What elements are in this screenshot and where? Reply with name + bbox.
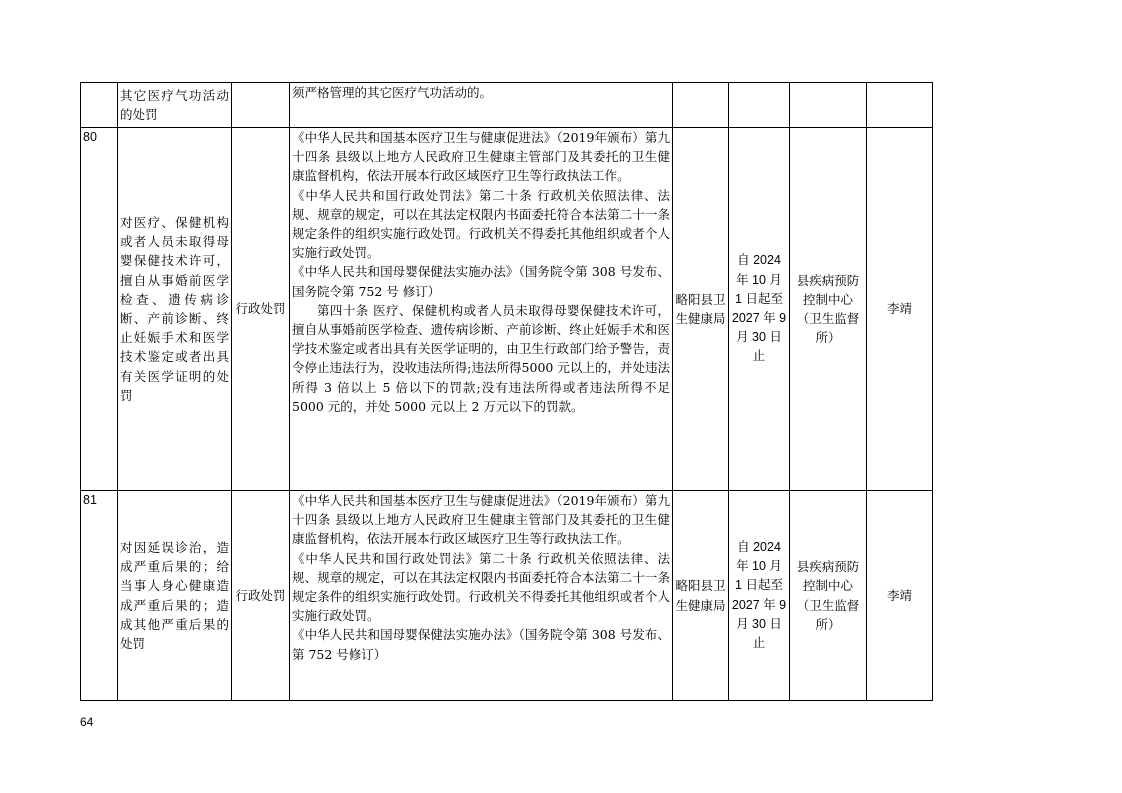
authorization-period: 自 2024 年 10 月 1 日起至 2027 年 9 月 30 日止: [729, 128, 790, 491]
basis-paragraph: 须严格管理的其它医疗气功活动的。: [292, 85, 493, 100]
basis-paragraph: 第四十条 医疗、保健机构或者人员未取得母婴保健技术许可，擅自从事婚前医学检查、遗传病诊断、产前诊断、终止妊娠手术和医学技术鉴定或者出具有关医学证明的，由卫生行政部门给予警告，责令停止违法行为，没收违法所得;违法所得5000 元以上的，并处违法所得 3 倍以上 5 倍以下的罚款;没有违法所得或者违法所得不足 5000 元的，并处 5000 元以上 2 万元以下的罚款。: [292, 302, 670, 414]
legal-basis: [290, 491, 673, 701]
legal-basis: [290, 83, 673, 128]
basis-paragraph: 《中华人民共和国基本医疗卫生与健康促进法》（2019年颁布）第九十四条 县级以上地方人民政府卫生健康主管部门及其委托的卫生健康监督机构，依法开展本行政区域医疗卫生等行政执法工作。: [292, 130, 670, 184]
basis-paragraph: 《中华人民共和国母婴保健法实施办法》（国务院令第 308 号发布、第 752 号修订）: [292, 627, 670, 662]
entrusted-unit: 县疾病预防控制中心（卫生监督所）: [790, 491, 867, 701]
table-row: [81, 128, 933, 491]
row-number: [81, 83, 118, 128]
authorizing-org: 略阳县卫生健康局: [673, 128, 729, 491]
table-row: [81, 83, 933, 128]
item-name: 其它医疗气功活动的处罚: [118, 83, 232, 128]
item-type: 行政处罚: [232, 128, 290, 491]
authorizing-org: [673, 83, 729, 128]
entrusted-unit: 县疾病预防控制中心（卫生监督所）: [790, 128, 867, 491]
item-type: 行政处罚: [232, 491, 290, 701]
item-name: 对医疗、保健机构或者人员未取得母婴保健技术许可，擅自从事婚前医学检查、遗传病诊断、产前诊断、终止妊娠手术和医学技术鉴定或者出具有关医学证明的处罚: [118, 128, 232, 491]
contact-person: 李靖: [867, 128, 933, 491]
basis-paragraph: 《中华人民共和国基本医疗卫生与健康促进法》（2019年颁布）第九十四条 县级以上地方人民政府卫生健康主管部门及其委托的卫生健康监督机构，依法开展本行政区域医疗卫生等行政执法工作。: [292, 493, 670, 547]
authorization-period: 自 2024 年 10 月 1 日起至 2027 年 9 月 30 日止: [729, 491, 790, 701]
page-number: 64: [80, 715, 94, 729]
authorizing-org: 略阳县卫生健康局: [673, 491, 729, 701]
table-row: [81, 491, 933, 701]
row-number: 80: [81, 128, 118, 491]
contact-person: [867, 83, 933, 128]
basis-paragraph: 《中华人民共和国行政处罚法》第二十条 行政机关依照法律、法规、规章的规定，可以在其法定权限内书面委托符合本法第二十一条规定条件的组织实施行政处罚。行政机关不得委托其他组织或者个人实施行政处罚。: [292, 550, 670, 624]
row-number: 81: [81, 491, 118, 701]
authorization-table: [80, 82, 933, 701]
entrusted-unit: [790, 83, 867, 128]
basis-paragraph: 《中华人民共和国母婴保健法实施办法》（国务院令第 308 号发布、国务院令第 752 号 修订）: [292, 264, 670, 299]
item-name: 对因延误诊治，造成严重后果的；给当事人身心健康造成严重后果的；造成其他严重后果的处罚: [118, 491, 232, 701]
contact-person: 李靖: [867, 491, 933, 701]
authorization-period: [729, 83, 790, 128]
legal-basis: [290, 128, 673, 491]
item-type: [232, 83, 290, 128]
basis-paragraph: 《中华人民共和国行政处罚法》第二十条 行政机关依照法律、法规、规章的规定，可以在其法定权限内书面委托符合本法第二十一条规定条件的组织实施行政处罚。行政机关不得委托其他组织或者个人实施行政处罚。: [292, 187, 670, 261]
